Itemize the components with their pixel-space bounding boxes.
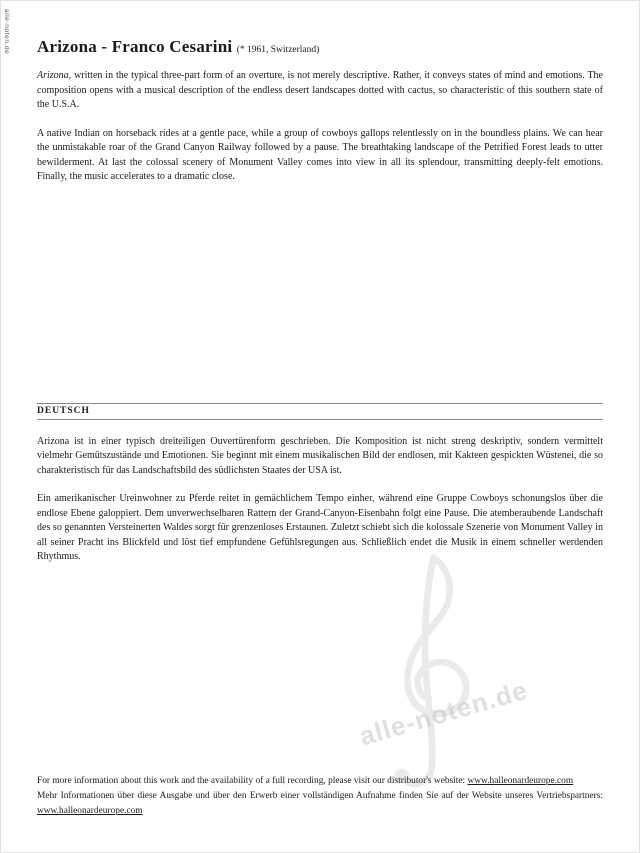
watermark <box>349 546 579 804</box>
footer <box>37 774 603 819</box>
margin-vertical-text: alle-noten.de <box>3 9 10 55</box>
english-paragraph-1-text: , written in the typical three-part form of an overture, is not merely descriptive. Rather, it conveys states of mind and emotions. The composition opens with a musical description of the endless desert landscapes dotted with cactus, so characteristic of this southern state of the U.S.A. <box>37 70 603 110</box>
title-suffix: (* 1961, Switzerland) <box>236 45 320 55</box>
german-paragraph-2: Ein amerikanischer Ureinwohner zu Pferde reitet in gemächlichem Tempo einher, während eine Gruppe Cowboys schonungslos über die endlose Ebene galoppiert. Dem unverwechselbaren Rattern der Grand-Canyon-Eisenbahn folgt eine Pause. Die atemberaubende Landschaft des so genannten Versteinerten Waldes sorgt für grenzenloses Erstaunen. Zuletzt schiebt sich die kolossale Szenerie von Monument Valley in all seiner Pracht ins Blickfeld und löst tief empfundene Gefühlsregungen aus. Schließlich endet die Musik in einem schneller werdenden Rhythmus. <box>37 493 603 562</box>
treble-clef-watermark-icon <box>349 546 509 796</box>
title-main: Arizona - Franco Cesarini <box>37 37 233 56</box>
german-paragraph-1: Arizona ist in einer typisch dreiteiligen Ouvertürenform geschrieben. Die Komposition ist nicht streng deskriptiv, sondern vermittelt vielmehr Gemütszustände und Emotionen. Sie beginnt mit einem musikalischen Bild der endlosen, mit Kakteen gespickten Wüstenei, die so charakteristisch für das Landschaftsbild des südlichsten Staates der USA ist. <box>37 435 603 476</box>
distributor-link-german[interactable]: www.halleonardeurope.com <box>37 806 143 816</box>
footer-german-text: Mehr Informationen über diese Ausgabe und über den Erwerb einer vollständigen Aufnahme finden Sie auf der Website unseres Vertriebspartners: <box>37 791 603 801</box>
page-content <box>37 37 603 579</box>
distributor-link-english[interactable]: www.halleonardeurope.com <box>467 776 574 786</box>
footer-german-line <box>37 789 603 819</box>
footer-english-text: For more information about this work and the availability of a full recording, please visit our distributor's website: <box>37 776 468 786</box>
english-paragraph-1 <box>37 69 603 113</box>
watermark-text: alle-noten.de <box>356 674 531 752</box>
section-header-deutsch <box>37 403 603 420</box>
page-title <box>37 37 603 57</box>
footer-english-line <box>37 774 603 789</box>
deutsch-label: DEUTSCH <box>37 405 90 416</box>
work-title-italic: Arizona <box>37 70 69 81</box>
english-paragraph-2: A native Indian on horseback rides at a gentle pace, while a group of cowboys gallops relentlessly on in the boundless plains. We can hear the unmistakable roar of the Grand Canyon Railway followed by a pause. The breathtaking landscape of the Petrified Forest leads to utter bewilderment. At last the colossal scenery of Monument Valley comes into view in all its splendour, transmitting deeply-felt emotions. Finally, the music accelerates to a dramatic close. <box>37 127 603 182</box>
